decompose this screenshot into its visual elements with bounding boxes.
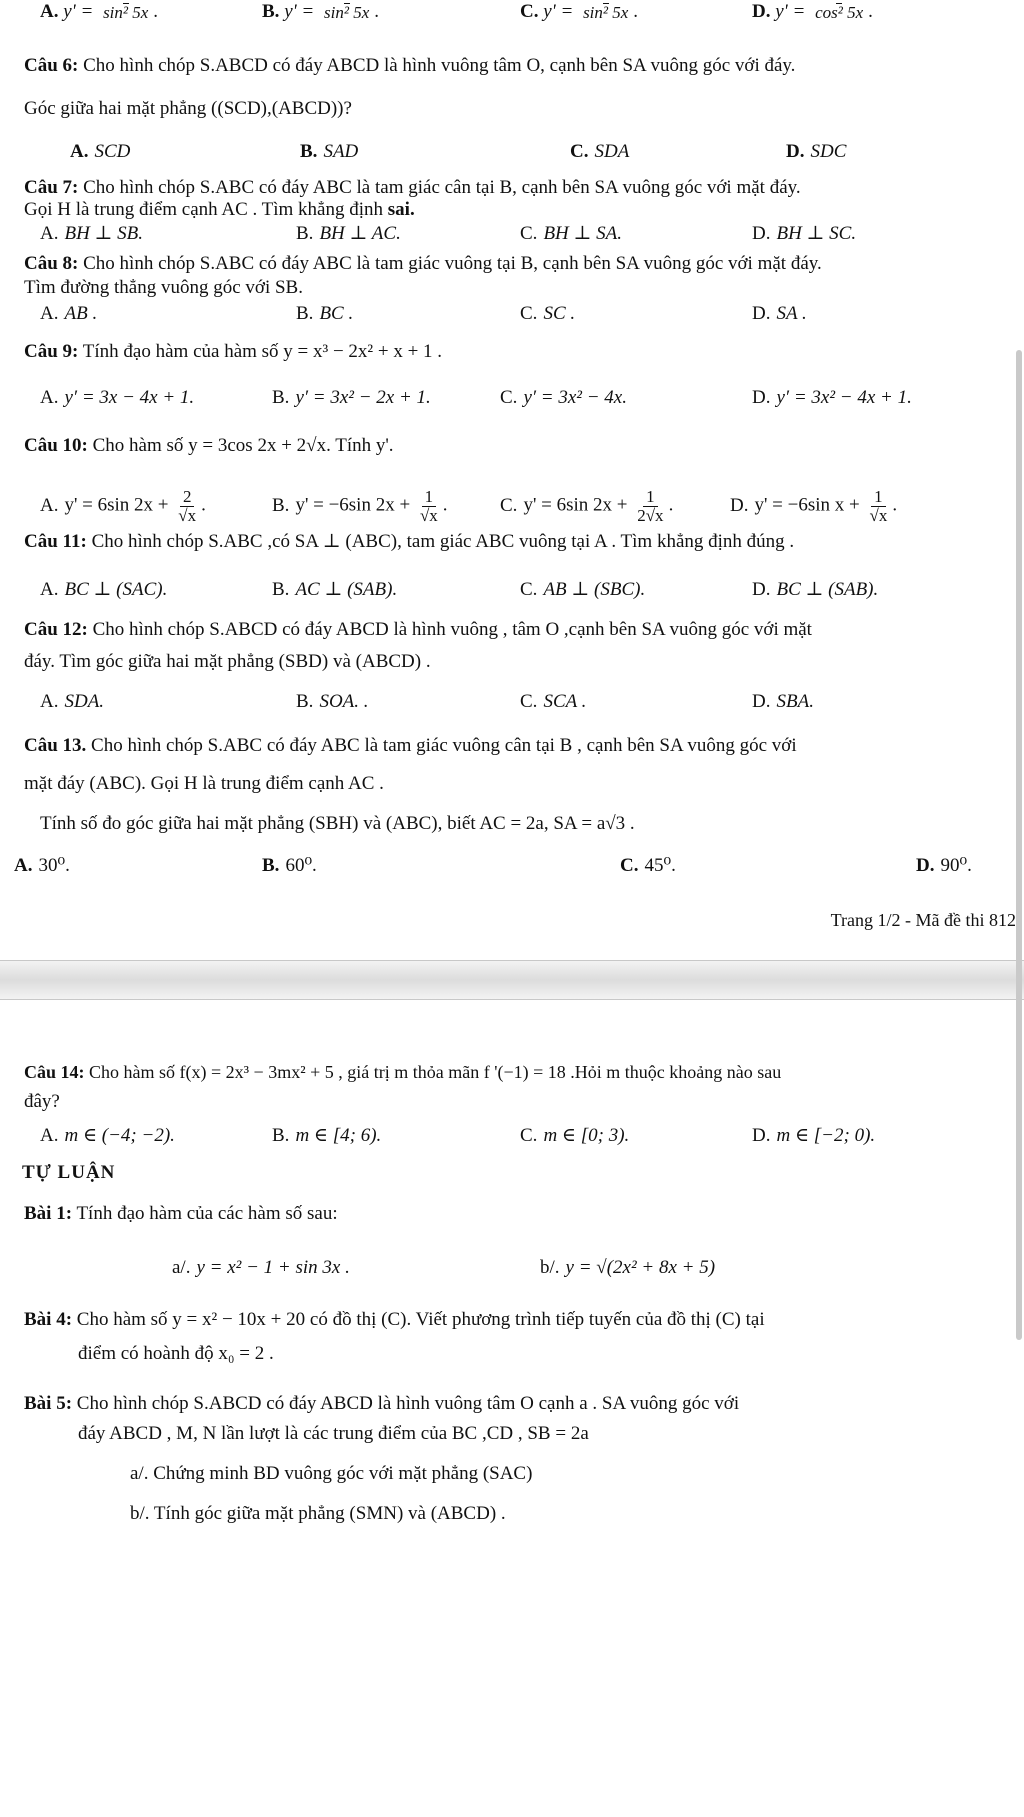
q8-option-a	[40, 300, 97, 328]
option-text: SCD	[94, 141, 131, 162]
option-letter: A.	[40, 691, 59, 712]
option-letter: D.	[752, 691, 771, 712]
option-text: BH ⊥ SC.	[776, 223, 857, 244]
question-text: Gọi H là trung điểm cạnh AC . Tìm khẳng định	[24, 199, 388, 220]
q10-option-a	[40, 488, 206, 525]
option-text: SCA .	[543, 691, 587, 712]
option-letter: D.	[786, 141, 805, 162]
page-separator	[0, 960, 1024, 1000]
exercise-text: a/. Chứng minh BD vuông góc với mặt phẳng (SAC)	[130, 1463, 533, 1484]
option-text: SOA. .	[319, 691, 369, 712]
option-tail: .	[374, 1, 379, 22]
option-text: y' =	[543, 1, 579, 22]
exercise-1	[24, 1200, 1016, 1228]
question-12	[24, 616, 1016, 644]
exercise-1-a	[172, 1254, 350, 1282]
option-text: y' =	[775, 1, 811, 22]
fraction-denominator: √x	[178, 505, 197, 525]
option-letter: A.	[40, 494, 59, 516]
q10-option-c	[500, 488, 673, 525]
option-text: y′ = 3x² − 4x + 1.	[776, 387, 912, 408]
option-letter: D.	[752, 303, 771, 324]
option-letter: A.	[40, 387, 59, 408]
question-label: Câu 9:	[24, 341, 79, 362]
option-text: y′ = 3x² − 2x + 1.	[295, 387, 431, 408]
question-text: Cho hình chóp S.ABC có đáy ABC là tam giác cân tại B, cạnh bên SA vuông góc với mặt đáy.	[83, 177, 801, 198]
question-text: Cho hình chóp S.ABC có đáy ABC là tam giác vuông cân tại B , cạnh bên SA vuông góc với	[91, 735, 797, 756]
option-tail: .	[201, 494, 206, 516]
option-letter: B.	[296, 691, 314, 712]
option-text: 45⁰.	[644, 855, 676, 876]
option-text: y' =	[63, 1, 99, 22]
option-text: SBA.	[776, 691, 814, 712]
question-13	[24, 732, 1016, 760]
question-label: Câu 13.	[24, 735, 87, 756]
question-14-line2	[24, 1088, 1016, 1116]
question-text: Cho hình chóp S.ABCD có đáy ABCD là hình vuông tâm O, cạnh bên SA vuông góc với đáy.	[83, 55, 796, 76]
question-label: Câu 10:	[24, 435, 88, 456]
option-letter: B.	[262, 1, 280, 22]
q14-option-b	[272, 1122, 381, 1150]
exercise-5-b	[130, 1500, 1016, 1528]
q7-option-c	[520, 220, 622, 248]
option-letter: B.	[272, 1125, 290, 1146]
sub-text: y = √(2x² + 8x + 5)	[565, 1257, 716, 1278]
exercise-label: Bài 1:	[24, 1203, 73, 1224]
top-option-a	[40, 0, 158, 26]
question-8-line2	[24, 274, 1016, 302]
option-text: SAD	[323, 141, 359, 162]
top-option-b	[262, 0, 379, 26]
q13-option-a	[14, 852, 70, 880]
question-text: Tìm đường thẳng vuông góc với SB.	[24, 277, 303, 298]
q10-option-d	[730, 488, 897, 525]
question-label: Câu 7:	[24, 177, 79, 198]
q6-option-a	[70, 138, 130, 166]
q14-option-d	[752, 1122, 875, 1150]
question-label: Câu 6:	[24, 55, 79, 76]
q12-option-b	[296, 688, 369, 716]
exercise-text: Cho hàm số y = x² − 10x + 20 có đồ thị (C). Viết phương trình tiếp tuyến của đồ thị (C) tại	[76, 1309, 765, 1330]
q7-option-a	[40, 220, 143, 248]
sub-text: y = x² − 1 + sin 3x .	[196, 1257, 350, 1278]
q8-option-d	[752, 300, 807, 328]
question-12-line2	[24, 648, 1016, 676]
option-text: 30⁰.	[38, 855, 70, 876]
option-letter: C.	[520, 691, 538, 712]
fraction-denominator: sin² 5x	[324, 3, 370, 23]
option-text: BC ⊥ (SAC).	[64, 579, 168, 600]
option-letter: B.	[296, 223, 314, 244]
q7-option-b	[296, 220, 401, 248]
option-letter: A.	[40, 303, 59, 324]
q9-option-b	[272, 384, 431, 412]
option-tail: .	[892, 494, 898, 516]
option-letter: A.	[40, 223, 59, 244]
exercise-4	[24, 1306, 1016, 1334]
option-text: BH ⊥ AC.	[319, 223, 401, 244]
question-10	[24, 432, 1016, 460]
option-letter: D.	[752, 1, 771, 22]
question-11	[24, 528, 1016, 556]
option-letter: C.	[500, 494, 518, 516]
q10-option-b	[272, 488, 448, 525]
option-text: BH ⊥ SA.	[543, 223, 622, 244]
option-tail: .	[668, 494, 674, 516]
question-text: Cho hình chóp S.ABC ,có SA ⊥ (ABC), tam giác ABC vuông tại A . Tìm khẳng định đúng .	[91, 531, 795, 552]
option-text: AB .	[64, 303, 98, 324]
exercise-label: Bài 4:	[24, 1309, 73, 1330]
option-text: m ∈ [4; 6).	[295, 1125, 382, 1146]
option-tail: .	[633, 1, 639, 22]
q13-option-c	[620, 852, 676, 880]
exercise-text: Cho hình chóp S.ABCD có đáy ABCD là hình vuông tâm O cạnh a . SA vuông góc với	[76, 1393, 740, 1414]
exercise-5	[24, 1390, 1016, 1418]
option-text: 60⁰.	[285, 855, 317, 876]
fraction-denominator: 2√x	[637, 505, 664, 525]
exercise-text: đáy ABCD , M, N lần lượt là các trung điểm của BC ,CD , SB = 2a	[78, 1423, 589, 1444]
question-label: Câu 12:	[24, 619, 88, 640]
option-letter: A.	[70, 141, 89, 162]
option-text: SDA	[594, 141, 630, 162]
option-letter: C.	[620, 855, 639, 876]
q11-option-c	[520, 576, 645, 604]
fraction-numerator: 1	[871, 488, 886, 507]
option-text: y' = −6sin 2x +	[295, 494, 415, 516]
option-letter: B.	[262, 855, 280, 876]
page-footer: Trang 1/2 - Mã đề thi 812	[830, 910, 1016, 930]
question-label: Câu 8:	[24, 253, 79, 274]
top-option-c	[520, 0, 638, 26]
option-text: BC .	[319, 303, 354, 324]
option-letter: C.	[500, 387, 518, 408]
q9-option-c	[500, 384, 627, 412]
scrollbar[interactable]	[1016, 350, 1022, 1340]
option-letter: A.	[14, 855, 33, 876]
fraction-denominator: sin² 5x	[583, 3, 629, 23]
option-text: y' =	[284, 1, 320, 22]
q14-option-c	[520, 1122, 629, 1150]
fraction-numerator: 1	[422, 488, 437, 507]
option-letter: C.	[520, 579, 538, 600]
option-text: y′ = 3x² − 4x.	[523, 387, 627, 408]
option-text: BC ⊥ (SAB).	[776, 579, 879, 600]
fraction-denominator: cos² 5x	[815, 3, 864, 23]
option-letter: B.	[296, 303, 314, 324]
option-text: SC .	[543, 303, 576, 324]
exercise-text: Tính đạo hàm của các hàm số sau:	[76, 1203, 338, 1224]
option-text: y' = −6sin x +	[754, 494, 865, 516]
q13-option-d	[916, 852, 972, 880]
option-text: y' = 6sin 2x +	[523, 494, 633, 516]
question-6	[24, 52, 1016, 80]
q13-option-b	[262, 852, 317, 880]
option-letter: D.	[752, 387, 771, 408]
top-option-d	[752, 0, 873, 26]
question-14	[24, 1058, 1016, 1086]
option-letter: C.	[520, 223, 538, 244]
q11-option-d	[752, 576, 878, 604]
option-letter: D.	[752, 223, 771, 244]
option-text: m ∈ [−2; 0).	[776, 1125, 876, 1146]
question-text: Cho hình chóp S.ABCD có đáy ABCD là hình vuông , tâm O ,cạnh bên SA vuông góc với mặt	[92, 619, 812, 640]
q6-option-c	[570, 138, 629, 166]
question-text: Cho hàm số y = 3cos 2x + 2√x. Tính y'.	[92, 435, 394, 456]
question-text: đáy. Tìm góc giữa hai mặt phẳng (SBD) và (ABCD) .	[24, 651, 431, 672]
sub-label: b/.	[540, 1257, 560, 1278]
question-emphasis: sai.	[387, 199, 415, 220]
q12-option-d	[752, 688, 814, 716]
essay-heading: TỰ LUẬN	[22, 1162, 116, 1183]
exercise-1-b	[540, 1254, 715, 1282]
question-label: Câu 14:	[24, 1062, 85, 1082]
question-text: đây?	[24, 1091, 60, 1112]
question-text: Tính số đo góc giữa hai mặt phẳng (SBH) và (ABC), biết AC = 2a, SA = a√3 .	[40, 813, 635, 834]
option-letter: C.	[520, 1, 539, 22]
option-letter: B.	[272, 494, 290, 516]
fraction-denominator: √x	[419, 505, 438, 525]
option-letter: D.	[752, 1125, 771, 1146]
fraction-denominator: sin² 5x	[103, 3, 149, 23]
exercise-5-a	[130, 1460, 1016, 1488]
question-6-line2	[24, 95, 1016, 123]
option-text: m ∈ (−4; −2).	[64, 1125, 175, 1146]
question-text: Góc giữa hai mặt phẳng ((SCD),(ABCD))?	[24, 98, 352, 119]
q6-option-b	[300, 138, 358, 166]
q9-option-a	[40, 384, 194, 412]
q11-option-b	[272, 576, 397, 604]
option-text: AC ⊥ (SAB).	[295, 579, 398, 600]
q12-option-c	[520, 688, 586, 716]
option-text: m ∈ [0; 3).	[543, 1125, 630, 1146]
sub-label: a/.	[172, 1257, 191, 1278]
q6-option-d	[786, 138, 846, 166]
option-tail: .	[868, 1, 873, 22]
question-13-line2	[24, 770, 1016, 798]
q8-option-c	[520, 300, 575, 328]
option-text: y′ = 3x − 4x + 1.	[64, 387, 195, 408]
q9-option-d	[752, 384, 912, 412]
option-letter: B.	[300, 141, 318, 162]
exercise-5-line2	[78, 1420, 1016, 1448]
q8-option-b	[296, 300, 353, 328]
q11-option-a	[40, 576, 167, 604]
option-letter: C.	[570, 141, 589, 162]
option-text: SDA.	[64, 691, 105, 712]
fraction-numerator: 1	[643, 488, 658, 507]
fraction-denominator: √x	[869, 505, 888, 525]
question-text: Cho hàm số f(x) = 2x³ − 3mx² + 5 , giá trị m thỏa mãn f '(−1) = 18 .Hỏi m thuộc khoảng nào sau	[89, 1062, 782, 1082]
question-9	[24, 338, 1016, 366]
question-text: mặt đáy (ABC). Gọi H là trung điểm cạnh AC .	[24, 773, 384, 794]
q12-option-a	[40, 688, 104, 716]
option-letter: A.	[40, 1125, 59, 1146]
option-letter: D.	[730, 494, 749, 516]
q14-option-a	[40, 1122, 175, 1150]
option-text: AB ⊥ (SBC).	[543, 579, 646, 600]
fraction-numerator: 2	[180, 488, 195, 507]
option-letter: D.	[752, 579, 771, 600]
question-text: Cho hình chóp S.ABC có đáy ABC là tam giác vuông tại B, cạnh bên SA vuông góc với mặt đáy.	[83, 253, 822, 274]
option-letter: D.	[916, 855, 935, 876]
option-letter: C.	[520, 303, 538, 324]
exercise-text: điểm có hoành độ x₀ = 2 .	[78, 1343, 274, 1364]
option-letter: A.	[40, 579, 59, 600]
exercise-4-line2	[78, 1340, 1016, 1368]
q7-option-d	[752, 220, 856, 248]
question-label: Câu 11:	[24, 531, 87, 552]
option-letter: C.	[520, 1125, 538, 1146]
option-text: 90⁰.	[940, 855, 972, 876]
option-tail: .	[442, 494, 448, 516]
option-letter: B.	[272, 387, 290, 408]
option-text: y' = 6sin 2x +	[64, 494, 174, 516]
option-text: SA .	[776, 303, 807, 324]
option-text: SDC	[810, 141, 847, 162]
question-text: Tính đạo hàm của hàm số y = x³ − 2x² + x + 1 .	[82, 341, 443, 362]
option-letter: A.	[40, 1, 59, 22]
option-text: BH ⊥ SB.	[64, 223, 144, 244]
option-letter: B.	[272, 579, 290, 600]
exercise-text: b/. Tính góc giữa mặt phẳng (SMN) và (ABCD) .	[130, 1503, 506, 1524]
question-13-line3	[40, 810, 1016, 838]
option-tail: .	[153, 1, 159, 22]
exercise-label: Bài 5:	[24, 1393, 73, 1414]
